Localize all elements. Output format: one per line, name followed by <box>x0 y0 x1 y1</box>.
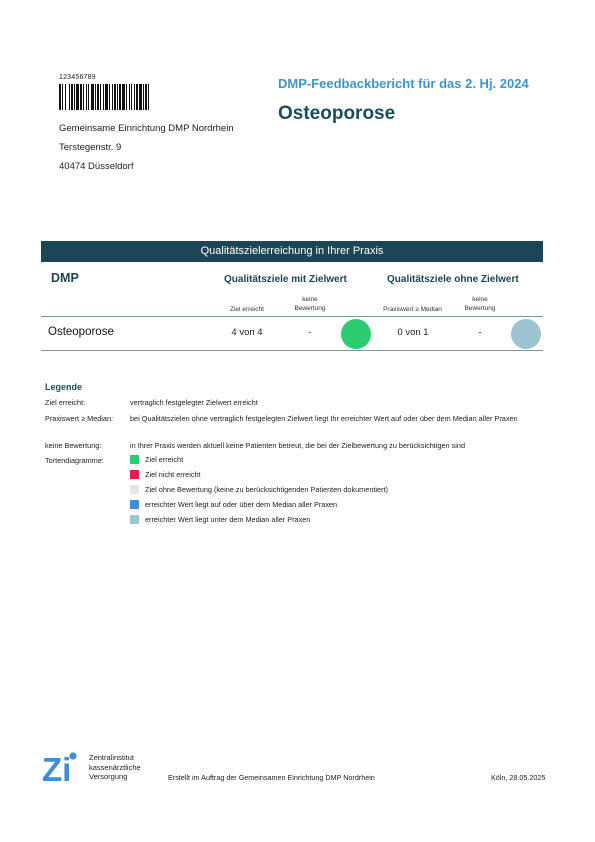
subheader-ziel-erreicht: Ziel erreicht <box>230 306 264 313</box>
legend-pie-text: Ziel erreicht <box>145 455 184 464</box>
footer-created-by: Erstellt im Auftrag der Gemeinsamen Einrichtung DMP Nordrhein <box>168 773 375 782</box>
cell-keine-bewertung-2: - <box>478 327 482 338</box>
zi-logo-letters: Zi <box>42 752 72 782</box>
group-without-target-header: Qualitätsziele ohne Zielwert <box>387 274 519 285</box>
dmp-header: DMP <box>51 271 79 285</box>
barcode-bar <box>149 84 151 110</box>
group-with-target-header: Qualitätsziele mit Zielwert <box>224 274 347 285</box>
legend-label-praxiswert: Praxiswert ≥ Median: <box>45 414 114 423</box>
legend-pie-text: Ziel ohne Bewertung (keine zu berücksichtigenden Patienten dokumentiert) <box>145 485 388 494</box>
subheader-keine-bewertung-1: keine Bewertung <box>294 296 326 312</box>
zi-org-name <box>89 753 141 782</box>
subheader-keine-bewertung-2: keine Bewertung <box>464 296 496 312</box>
zi-logo <box>42 752 80 782</box>
legend-pie-text: erreichter Wert liegt unter dem Median aller Praxen <box>145 515 311 524</box>
legend-pie-item <box>130 470 201 479</box>
report-title: DMP-Feedbackbericht für das 2. Hj. 2024 <box>278 76 529 91</box>
legend-pie-item <box>130 500 337 509</box>
swatch-ziel-erreicht <box>130 455 139 464</box>
cell-praxiswert-median: 0 von 1 <box>397 327 429 338</box>
pie-chart-with-target <box>341 319 371 349</box>
legend-pie-text: Ziel nicht erreicht <box>145 470 201 479</box>
address-line-3: 40474 Düsseldorf <box>59 161 134 172</box>
legend-text-keine-bewertung: in Ihrer Praxis werden aktuell keine Patienten betreut, die bei der Zielbewertung zu berücksichtigen sind <box>130 441 466 450</box>
legend-pie-item <box>130 455 183 464</box>
disease-title: Osteoporose <box>278 103 396 124</box>
barcode-number: 123456789 <box>59 74 96 81</box>
legend-text-ziel-erreicht: vertraglich festgelegter Zielwert erreicht <box>130 398 258 407</box>
legend-text-praxiswert: bei Qualitätszielen ohne vertraglich festgelegten Zielwert liegt Ihr erreichter Wert auf oder über dem Median aller Praxen <box>130 414 518 423</box>
swatch-ueber-median <box>130 500 139 509</box>
zi-logo-icon <box>42 752 80 782</box>
address-line-2: Terstegenstr. 9 <box>59 142 122 153</box>
address-line-1: Gemeinsame Einrichtung DMP Nordrhein <box>59 123 234 134</box>
zi-org-line-1: Zentralinstitut <box>89 753 135 762</box>
swatch-ohne-bewertung <box>130 485 139 494</box>
table-banner: Qualitätszielerreichung in Ihrer Praxis <box>41 241 543 262</box>
swatch-unter-median <box>130 515 139 524</box>
cell-keine-bewertung-1: - <box>308 327 312 338</box>
table-divider-bottom <box>41 350 543 351</box>
footer-place-date: Köln, 28.05.2025 <box>491 773 546 782</box>
legend-pie-item <box>130 485 388 494</box>
legend-label-tortendiagramme: Tortendiagramme: <box>45 456 104 465</box>
swatch-ziel-nicht-erreicht <box>130 470 139 479</box>
barcode <box>59 84 219 110</box>
subheader-praxiswert-median: Praxiswert ≥ Median <box>383 306 442 313</box>
legend-pie-text: erreichter Wert liegt auf oder über dem Median aller Praxen <box>145 500 338 509</box>
legend-title: Legende <box>45 382 83 392</box>
table-divider-top <box>41 316 543 317</box>
legend-label-ziel-erreicht: Ziel erreicht: <box>45 398 86 407</box>
table-row-name: Osteoporose <box>48 326 114 338</box>
legend-label-keine-bewertung: keine Bewertung: <box>45 441 102 450</box>
cell-ziel-erreicht: 4 von 4 <box>231 327 263 338</box>
zi-org-line-2: kassenärztliche <box>89 762 141 772</box>
zi-org-line-3: Versorgung <box>89 772 128 781</box>
legend-pie-item <box>130 515 310 524</box>
pie-chart-without-target <box>511 319 541 349</box>
